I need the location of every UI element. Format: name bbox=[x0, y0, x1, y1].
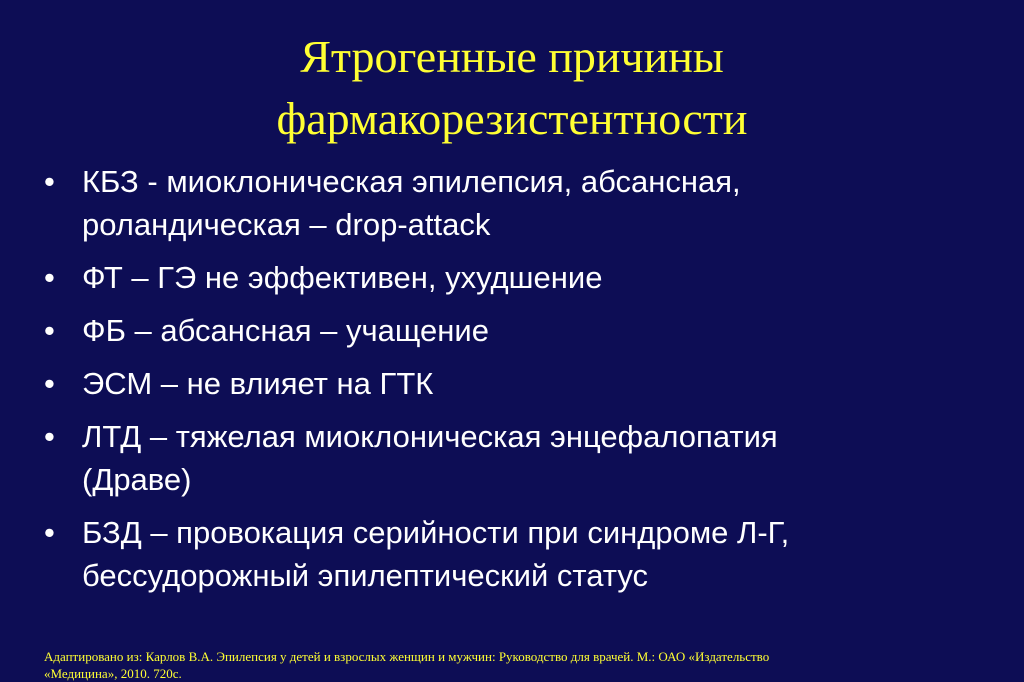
bullet-item-bzd bbox=[40, 511, 1000, 597]
bullet-list bbox=[40, 160, 1000, 607]
bullet-text-line: (Драве) bbox=[82, 462, 192, 497]
bullet-item-ft bbox=[40, 256, 1000, 299]
bullet-text-line: ФБ – абсансная – учащение bbox=[82, 313, 489, 348]
bullet-text-line: роландическая – drop-attack bbox=[82, 207, 491, 242]
title-line-2: фармакорезистентности bbox=[276, 93, 748, 144]
bullet-item-kbz bbox=[40, 160, 1000, 246]
bullet-text-line: ЭСМ – не влияет на ГТК bbox=[82, 366, 434, 401]
bullet-text-line: бессудорожный эпилептический статус bbox=[82, 558, 649, 593]
source-citation bbox=[44, 648, 944, 682]
bullet-text-line: ФТ – ГЭ не эффективен, ухудшение bbox=[82, 260, 603, 295]
bullet-marker: • bbox=[44, 366, 55, 401]
bullet-marker: • bbox=[44, 515, 55, 550]
slide-title bbox=[0, 26, 1024, 150]
bullet-text-line: КБЗ - миоклоническая эпилепсия, абсансная, bbox=[82, 164, 741, 199]
bullet-text-line: ЛТД – тяжелая миоклоническая энцефалопатия bbox=[82, 419, 778, 454]
citation-line-2: «Медицина», 2010. 720с. bbox=[44, 666, 182, 681]
bullet-item-ltd bbox=[40, 415, 1000, 501]
bullet-marker: • bbox=[44, 419, 55, 454]
bullet-item-esm bbox=[40, 362, 1000, 405]
bullet-text-line: БЗД – провокация серийности при синдроме Л-Г, bbox=[82, 515, 790, 550]
title-line-1: Ятрогенные причины bbox=[300, 31, 724, 82]
bullet-marker: • bbox=[44, 313, 55, 348]
bullet-marker: • bbox=[44, 164, 55, 199]
bullet-marker: • bbox=[44, 260, 55, 295]
citation-line-1: Адаптировано из: Карлов В.А. Эпилепсия у детей и взрослых женщин и мужчин: Руководство для врачей. М.: ОАО «Издательство bbox=[44, 649, 770, 664]
bullet-item-fb bbox=[40, 309, 1000, 352]
